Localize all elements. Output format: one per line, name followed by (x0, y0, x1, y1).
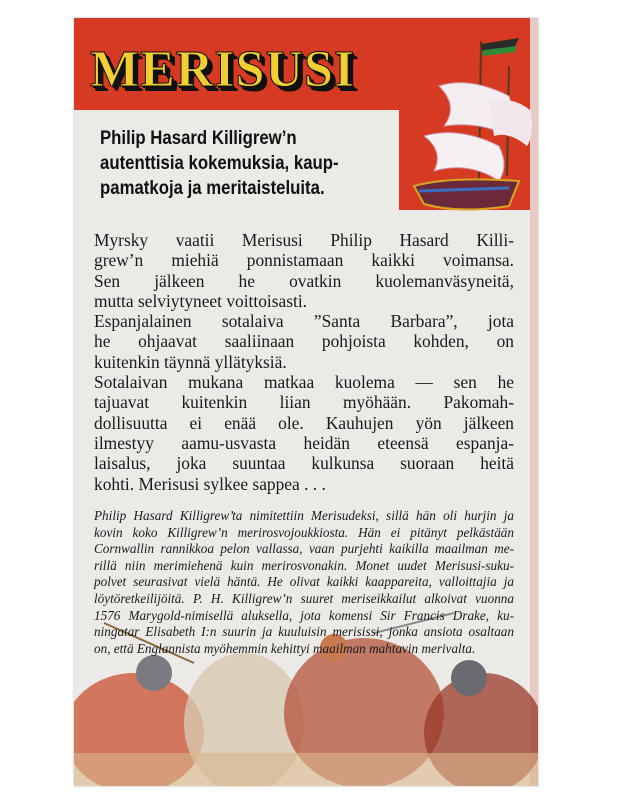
tagline-line: Philip Hasard Killigrew’n (100, 127, 297, 149)
series-line: 1576 Marygold-nimisellä aluksella, jota komensi Sir Francis Drake, ku- (94, 607, 514, 623)
series-line: kovin koko Killigrew’n merirosvojoukkiosta. Hän ei pitänyt pelkästään (94, 524, 514, 540)
blurb-line: Espanjalainen sotalaiva ”Santa Barbara”, jota (94, 311, 514, 332)
ship-icon (409, 36, 534, 216)
series-line: on, että Englannista myöhemmin kehittyi maailman mahtavin merivalta. (94, 640, 476, 656)
blurb-line: dollisuutta ei enää ole. Kauhujen yön jälkeen (94, 412, 514, 433)
series-line: rillä niin merimiehenä kuin merirosvonakin. Monet uudet Merisusi-suku- (94, 557, 514, 573)
series-line: Cornwallin rannikkoa pelon vallassa, vaan purjehti kaikilla maailman me- (94, 541, 514, 557)
blurb-line: Sen jälkeen he ovatkin kuolemanväsyneitä, (94, 270, 514, 291)
series-title: MERISUSI (90, 41, 356, 98)
series-line: ningatar Elisabeth I:n suurin ja kuuluisin merisissi, jonka ansiota osaltaan (94, 624, 514, 640)
blurb-line: mutta selviytyneet voittoisasti. (94, 290, 308, 311)
blurb-line: grew’n miehiä ponnistamaan kaikki voimansa. (94, 250, 514, 271)
series-line: löytöretkeilijöitä. P. H. Killigrew’n suuret meriseikkailut alkoivat vuonna (94, 590, 514, 606)
blurb-line: he ohjaavat saaliinaan pohjoista kohden, on (94, 331, 514, 352)
series-description (94, 508, 514, 657)
blurb-line: kohti. Merisusi sylkee sappea . . . (94, 473, 326, 494)
blurb-line: tajuavat kuitenkin liian myöhään. Pakomah- (94, 392, 514, 413)
book-back-cover (74, 18, 538, 786)
tagline-line: autenttisia kokemuksia, kaup- (100, 152, 339, 174)
blurb-text (94, 230, 514, 494)
blurb-line: Sotalaivan mukana matkaa kuolema — sen he (94, 372, 514, 393)
series-line: Philip Hasard Killigrew’ta nimitettiin Merisudeksi, sillä hän oli hurjin ja (94, 508, 514, 523)
tagline-line: pamatkoja ja meritaisteluita. (100, 177, 325, 199)
blurb-line: ilmestyy aamu-usvasta heidän eteensä espanja- (94, 432, 514, 453)
series-line: polvet seurasivat vielä häntä. He olivat kaikki kaappareita, valloittajia ja (94, 574, 514, 590)
blurb-line: Myrsky vaatii Merisusi Philip Hasard Killi- (94, 230, 514, 250)
blurb-line: kuitenkin täynnä yllätyksiä. (94, 351, 287, 372)
blurb-line: laisalus, joka suuntaa kulkunsa suoraan heitä (94, 453, 514, 474)
tagline (100, 126, 339, 201)
